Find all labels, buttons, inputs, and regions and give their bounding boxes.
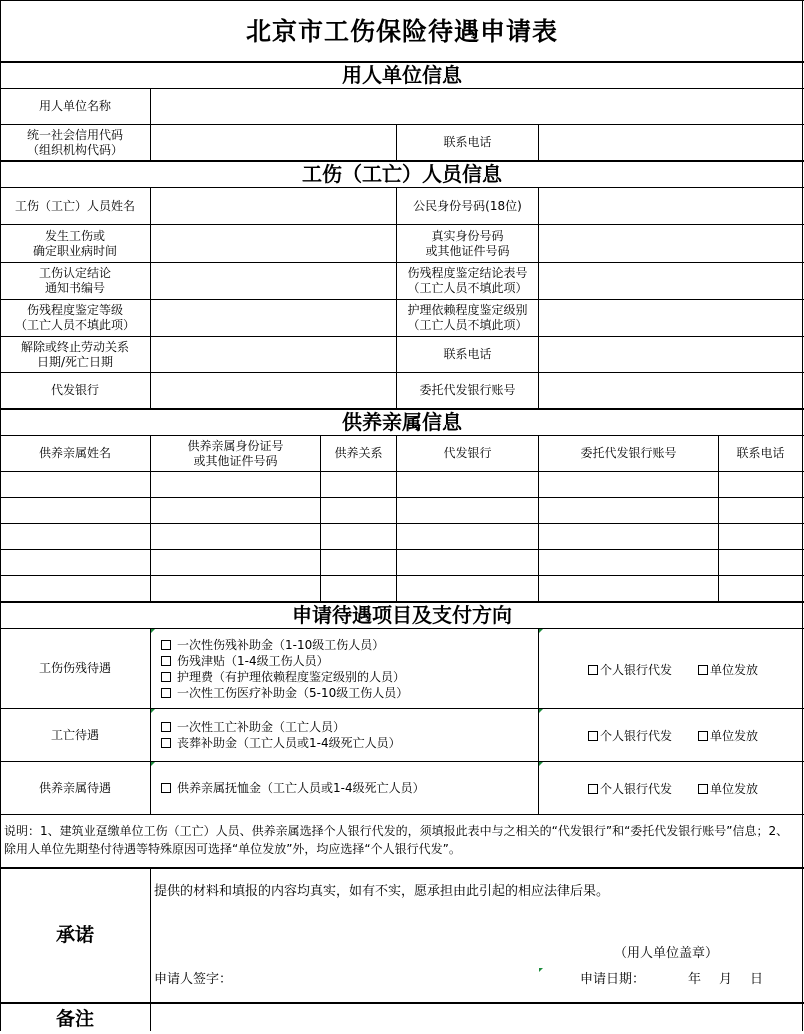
option-label: 一次性工伤医疗补助金（5-10级工伤人员）: [177, 686, 409, 700]
pay-unit-label: 单位发放: [710, 663, 759, 677]
section-employer: 用人单位信息: [342, 63, 462, 87]
pay-unit-label: 单位发放: [710, 782, 759, 796]
disability-form-field[interactable]: [539, 263, 802, 299]
dependent-cell[interactable]: [539, 576, 718, 601]
dependent-cell[interactable]: [539, 498, 718, 523]
checkbox-icon: [161, 640, 171, 650]
border-right: [802, 0, 803, 1031]
checkbox-icon: [161, 722, 171, 732]
dependent-cell[interactable]: [539, 472, 718, 497]
form-title: 北京市工伤保险待遇申请表: [245, 16, 558, 46]
employer-code-field[interactable]: [151, 125, 396, 160]
date-label: 申请日期：: [580, 972, 646, 987]
remarks-field[interactable]: [151, 1004, 802, 1031]
employer-name-label: 用人单位名称: [38, 99, 111, 113]
dependent-cell[interactable]: [151, 524, 320, 549]
dependent-cell[interactable]: [1, 472, 150, 497]
care-level-field[interactable]: [539, 300, 802, 336]
injured-id-label: 公民身份号码(18位): [413, 198, 522, 213]
dependent-cell[interactable]: [321, 524, 396, 549]
disability-level-label: 伤残程度鉴定等级 （工亡人员不填此项）: [14, 303, 135, 332]
date-year-label: 年: [688, 972, 702, 987]
checkbox-icon: [161, 783, 171, 793]
injured-bank-field[interactable]: [151, 373, 396, 408]
benefit-disability-label: 工伤伤残待遇: [38, 661, 111, 675]
pay-unit-checkbox[interactable]: [698, 780, 758, 797]
option-checkbox[interactable]: [161, 653, 329, 669]
employer-code-label: 统一社会信用代码 （组织机构代码）: [26, 127, 123, 157]
option-checkbox[interactable]: [161, 735, 401, 751]
remarks-label: 备注: [55, 1007, 94, 1030]
notice-number-field[interactable]: [151, 263, 396, 299]
employer-phone-field[interactable]: [539, 125, 802, 160]
dependents-header-account: 委托代发银行账号: [580, 446, 677, 460]
option-label: 一次性工亡补助金（工亡人员）: [177, 720, 346, 734]
option-checkbox[interactable]: [161, 685, 408, 701]
dependent-cell[interactable]: [539, 524, 718, 549]
benefit-dependents-label: 供养亲属待遇: [38, 780, 111, 795]
injury-date-label: 发生工伤或 确定职业病时间: [32, 228, 117, 258]
date-month-label: 月: [719, 972, 733, 987]
dependent-cell[interactable]: [397, 524, 538, 549]
section-benefits: 申请待遇项目及支付方向: [292, 603, 512, 627]
pay-personal-checkbox[interactable]: [588, 661, 672, 678]
option-checkbox[interactable]: [161, 719, 345, 735]
section-injured: 工伤（工亡）人员信息: [302, 162, 502, 186]
cell-marker: [539, 968, 543, 972]
dependent-cell[interactable]: [151, 576, 320, 601]
checkbox-icon: [161, 688, 171, 698]
dependents-header-id: 供养亲属身份证号 或其他证件号码: [187, 438, 284, 468]
checkbox-icon: [161, 656, 171, 666]
pay-personal-checkbox[interactable]: [588, 727, 672, 744]
injured-account-field[interactable]: [539, 373, 802, 408]
dependent-cell[interactable]: [719, 550, 802, 575]
checkbox-icon: [698, 731, 708, 741]
checkbox-icon: [588, 665, 598, 675]
dependent-cell[interactable]: [539, 550, 718, 575]
checkbox-icon: [588, 784, 598, 794]
date-day-label: 日: [750, 972, 764, 987]
real-id-label: 真实身份号码 或其他证件号码: [425, 228, 510, 258]
pay-personal-label: 个人银行代发: [600, 782, 673, 796]
benefit-death-label: 工亡待遇: [50, 727, 99, 742]
dependent-cell[interactable]: [321, 472, 396, 497]
checkbox-icon: [588, 731, 598, 741]
cell-marker: [539, 629, 543, 633]
dependent-cell[interactable]: [1, 550, 150, 575]
dependents-header-phone: 联系电话: [736, 446, 785, 460]
dependent-cell[interactable]: [719, 472, 802, 497]
dependent-cell[interactable]: [151, 498, 320, 523]
cell-marker: [151, 629, 155, 633]
pay-unit-label: 单位发放: [710, 729, 759, 743]
dependent-cell[interactable]: [321, 576, 396, 601]
section-dependents: 供养亲属信息: [342, 410, 462, 434]
signature-label: 申请人签字：: [154, 972, 233, 987]
notice-number-label: 工伤认定结论 通知书编号: [38, 266, 111, 295]
injury-date-field[interactable]: [151, 225, 396, 262]
option-checkbox[interactable]: [161, 669, 405, 685]
injured-phone-label: 联系电话: [443, 347, 492, 361]
cell-marker: [151, 762, 155, 766]
dependent-cell[interactable]: [397, 472, 538, 497]
seal-label: （用人单位盖章）: [614, 946, 719, 961]
injured-name-label: 工伤（工亡）人员姓名: [14, 198, 135, 213]
disability-form-label: 伤残程度鉴定结论表号 （工亡人员不填此项）: [407, 266, 528, 295]
option-checkbox[interactable]: [161, 637, 384, 653]
rule: [538, 628, 539, 814]
care-level-label: 护理依赖程度鉴定级别 （工亡人员不填此项）: [407, 303, 528, 332]
injured-account-label: 委托代发银行账号: [419, 383, 516, 397]
dependent-cell[interactable]: [151, 550, 320, 575]
pay-personal-label: 个人银行代发: [600, 729, 673, 743]
cell-marker: [539, 762, 543, 766]
rule: [0, 814, 804, 815]
injured-id-field[interactable]: [539, 188, 802, 224]
dependent-cell[interactable]: [321, 498, 396, 523]
option-label: 伤残津贴（1-4级工伤人员）: [177, 654, 329, 668]
instructions-note: 说明：1、建筑业趸缴单位工伤（工亡）人员、供养亲属选择个人银行代发的，须填报此表中与之相关的“代发银行”和“委托代发银行账号”信息；2、除用人单位先期垫付待遇等特殊原因可选择“单位发放”外，均应选择“个人银行代发”。: [4, 824, 789, 856]
dependent-cell[interactable]: [1, 576, 150, 601]
dependent-cell[interactable]: [151, 472, 320, 497]
termination-date-label: 解除或终止劳动关系 日期/死亡日期: [20, 339, 129, 369]
pay-unit-checkbox[interactable]: [698, 727, 758, 744]
rule: [150, 628, 151, 814]
injured-phone-field[interactable]: [539, 337, 802, 372]
dependents-header-relation: 供养关系: [334, 446, 383, 460]
dependents-header-name: 供养亲属姓名: [38, 446, 111, 460]
real-id-field[interactable]: [539, 225, 802, 262]
dependent-cell[interactable]: [397, 576, 538, 601]
option-label: 供养亲属抚恤金（工亡人员或1-4级死亡人员）: [177, 781, 425, 795]
checkbox-icon: [161, 738, 171, 748]
pledge-label: 承诺: [55, 924, 94, 946]
cell-marker: [539, 709, 543, 713]
checkbox-icon: [161, 672, 171, 682]
checkbox-icon: [698, 665, 708, 675]
option-label: 护理费（有护理依赖程度鉴定级别的人员）: [177, 670, 406, 684]
employer-name-field[interactable]: [151, 89, 802, 124]
dependent-cell[interactable]: [719, 576, 802, 601]
injured-bank-label: 代发银行: [50, 383, 99, 397]
cell-marker: [151, 709, 155, 713]
dependents-header-bank: 代发银行: [443, 446, 492, 460]
dependent-cell[interactable]: [719, 524, 802, 549]
option-label: 丧葬补助金（工亡人员或1-4级死亡人员）: [177, 736, 401, 750]
pay-personal-label: 个人银行代发: [600, 663, 673, 677]
dependent-cell[interactable]: [719, 498, 802, 523]
dependent-cell[interactable]: [321, 550, 396, 575]
termination-date-field[interactable]: [151, 337, 396, 372]
pledge-statement: 提供的材料和填报的内容均真实，如有不实，愿承担由此引起的相应法律后果。: [154, 884, 610, 899]
dependent-cell[interactable]: [1, 524, 150, 549]
dependent-cell[interactable]: [1, 498, 150, 523]
dependent-cell[interactable]: [397, 498, 538, 523]
pay-unit-checkbox[interactable]: [698, 661, 758, 678]
pay-personal-checkbox[interactable]: [588, 780, 672, 797]
option-checkbox[interactable]: [161, 780, 425, 796]
option-label: 一次性伤残补助金（1-10级工伤人员）: [177, 638, 385, 652]
checkbox-icon: [698, 784, 708, 794]
injured-name-field[interactable]: [151, 188, 396, 224]
dependent-cell[interactable]: [397, 550, 538, 575]
employer-phone-label: 联系电话: [443, 135, 492, 149]
disability-level-field[interactable]: [151, 300, 396, 336]
